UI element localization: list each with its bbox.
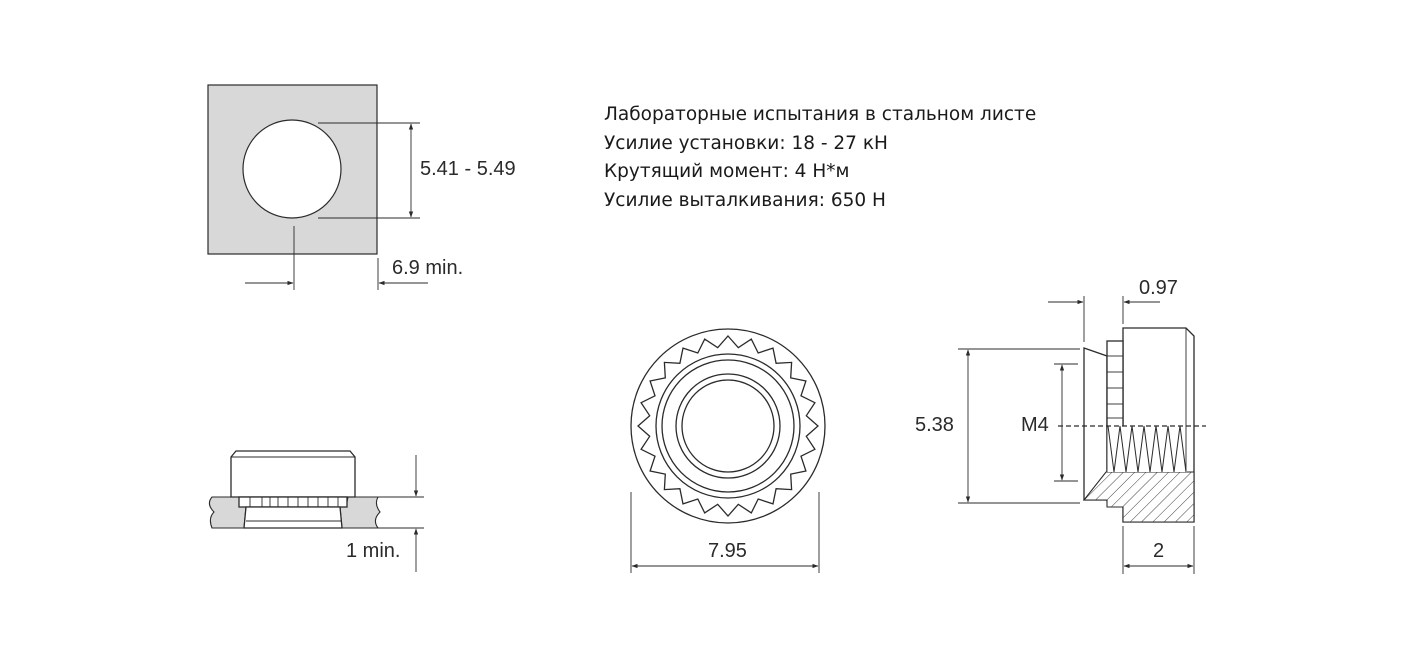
sheet-thickness-label: 1 min. <box>346 540 401 562</box>
spec-torque: Крутящий момент: 4 Н*м <box>604 161 850 182</box>
collar-step-label: 0.97 <box>1139 277 1178 299</box>
height-label: 5.38 <box>915 414 954 436</box>
test-specs <box>604 101 1036 215</box>
top-view <box>631 329 825 573</box>
edge-distance-label: 6.9 min. <box>392 257 464 279</box>
section-hatch <box>1084 472 1194 522</box>
installed-view <box>209 451 424 572</box>
mounting-hole <box>243 120 341 218</box>
spec-pushout-force: Усилие выталкивания: 650 Н <box>604 189 886 211</box>
side-section-view <box>915 277 1206 574</box>
spec-title: Лабораторные испытания в стальном листе <box>604 104 1037 125</box>
spec-installation-force: Усилие установки: 18 - 27 кН <box>604 132 888 154</box>
shank-length-label: 2 <box>1153 540 1165 562</box>
mounting-hole-view <box>208 85 516 290</box>
hole-diameter-label: 5.41 - 5.49 <box>420 158 516 180</box>
outer-diameter-label: 7.95 <box>708 540 747 562</box>
thread-size-label: M4 <box>1021 414 1049 436</box>
